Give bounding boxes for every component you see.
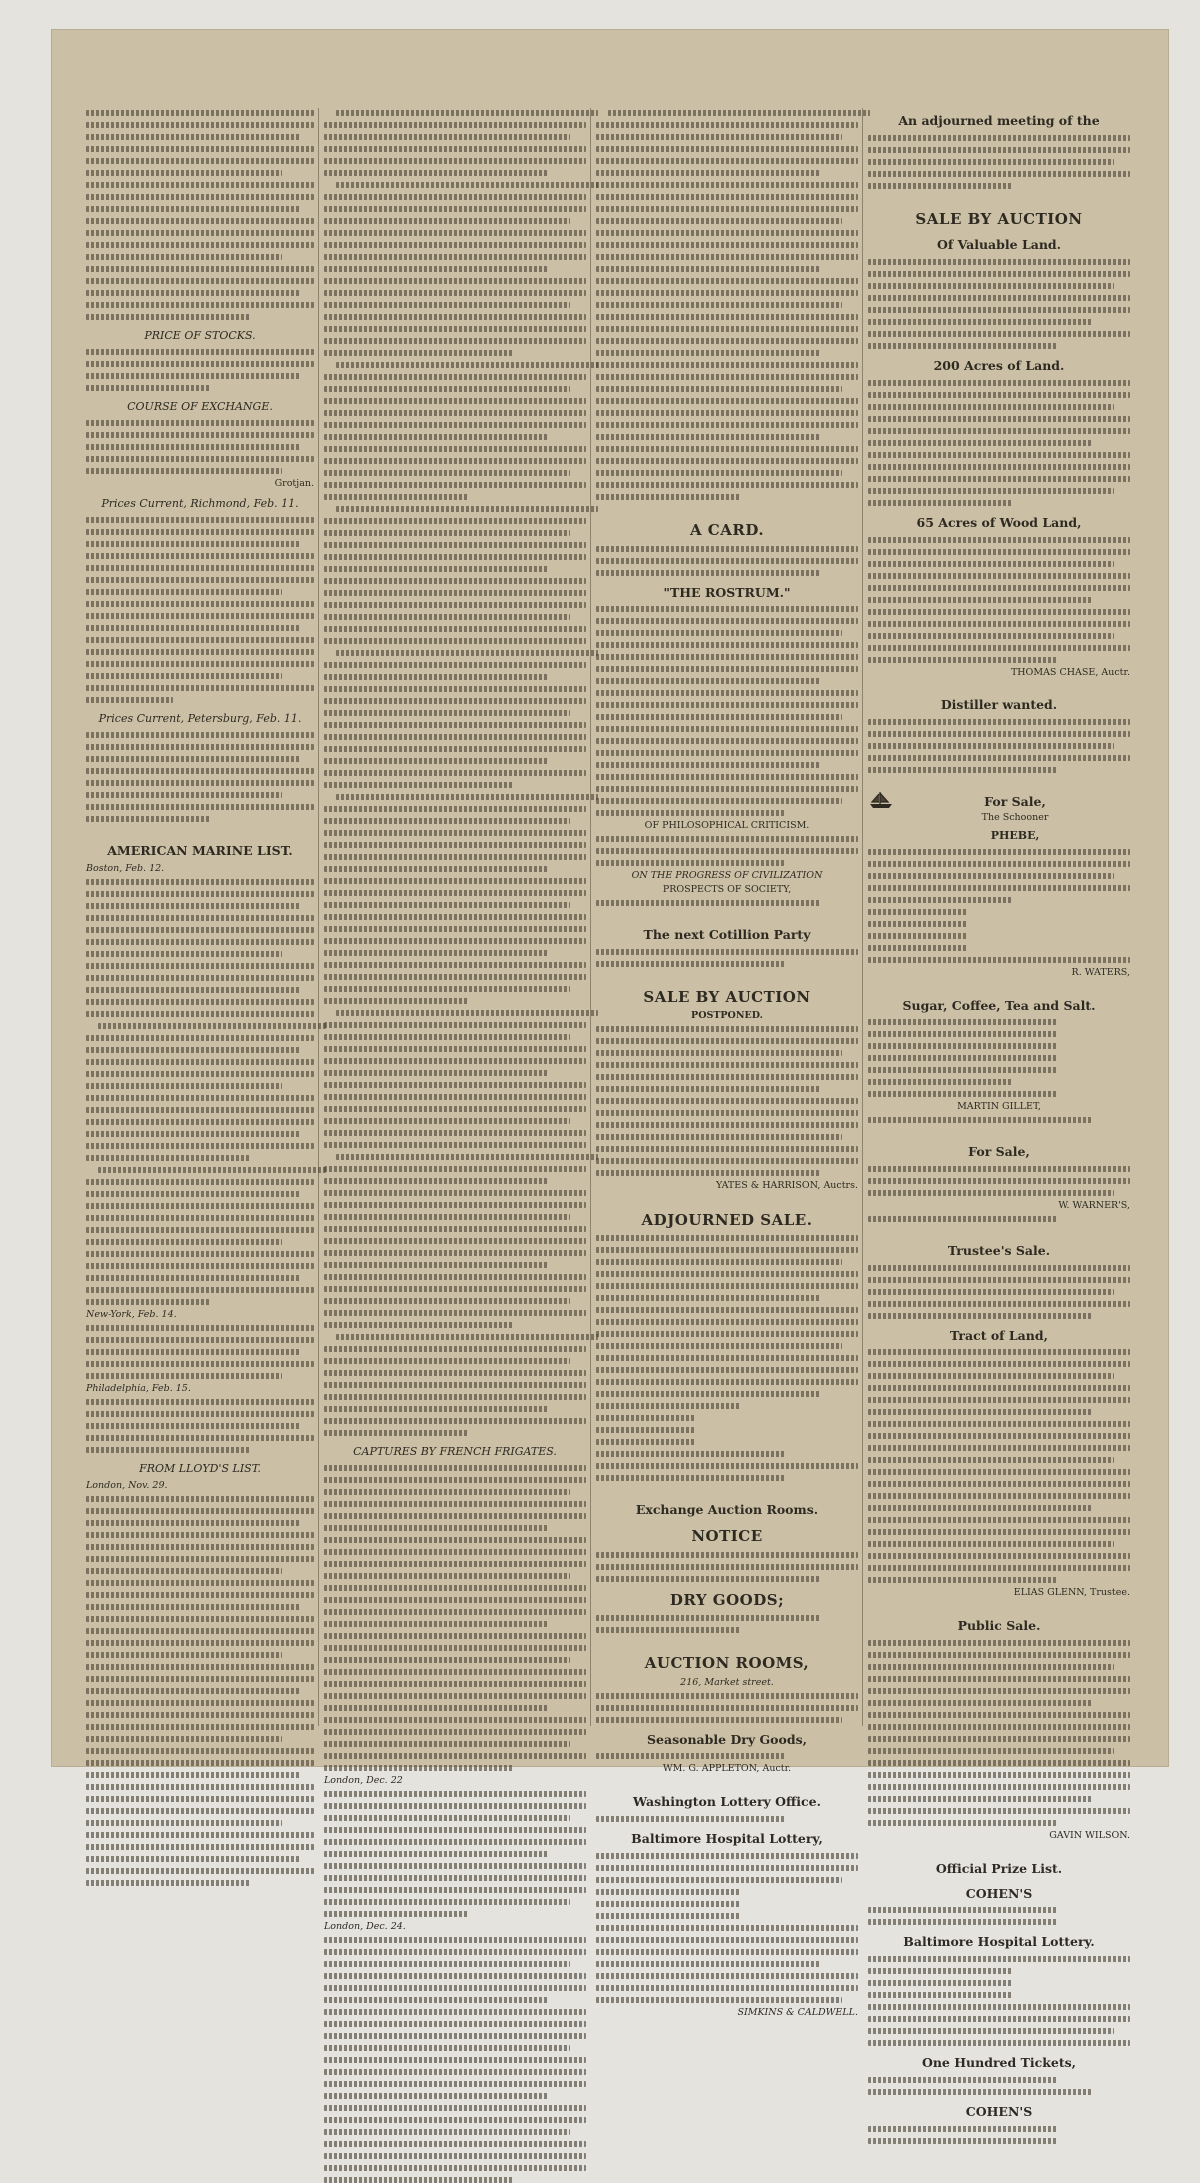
- dry-goods-heading: DRY GOODS;: [669, 1590, 785, 1609]
- for-sale-heading: For Sale,: [984, 794, 1046, 810]
- ship-icon: [868, 791, 894, 809]
- criticism-line: OF PHILOSOPHICAL CRITICISM.: [644, 820, 810, 832]
- adjourned-sale-heading: ADJOURNED SALE.: [641, 1210, 813, 1229]
- hospital-lottery-heading: Baltimore Hospital Lottery.: [903, 1934, 1095, 1950]
- seasonable-goods: Seasonable Dry Goods,: [647, 1731, 807, 1747]
- column-4: [868, 108, 1130, 2119]
- card-heading: A CARD.: [689, 521, 765, 539]
- column-1: [86, 108, 314, 1726]
- ship-advert: [868, 789, 1130, 845]
- warner-name: W. WARNER'S,: [1058, 1200, 1130, 1212]
- london-dateline: London, Nov. 29.: [86, 1479, 168, 1491]
- column-rule: [590, 108, 591, 1726]
- hundred-tickets-heading: One Hundred Tickets,: [921, 2055, 1077, 2071]
- waters-name: R. WATERS,: [1071, 966, 1130, 978]
- column-rule: [862, 108, 863, 1726]
- yates-harrison: YATES & HARRISON, Auctrs.: [716, 1180, 858, 1191]
- philadelphia-dateline: Philadelphia, Feb. 15.: [86, 1382, 191, 1394]
- prize-list-heading: Official Prize List.: [935, 1860, 1063, 1876]
- appleton-auctr: WM. G. APPLETON, Auctr.: [662, 1763, 792, 1775]
- cohens-heading: COHEN'S: [965, 1885, 1033, 1901]
- market-street: 216, Market street.: [680, 1676, 774, 1688]
- distiller-heading: Distiller wanted.: [940, 697, 1058, 713]
- chase-auctr: THOMAS CHASE, Auctr.: [1010, 666, 1130, 678]
- public-sale-heading: Public Sale.: [957, 1618, 1041, 1634]
- rostrum-heading: "THE ROSTRUM.": [663, 584, 791, 600]
- prospects-line: PROSPECTS OF SOCIETY,: [662, 884, 792, 895]
- trustees-sale-heading: Trustee's Sale.: [947, 1242, 1051, 1258]
- newspaper-page: [52, 30, 1168, 2119]
- london-dateline-dec22: London, Dec. 22: [324, 1775, 403, 1787]
- marine-list-heading: AMERICAN MARINE LIST.: [107, 843, 293, 859]
- sale-auction-heading: SALE BY AUCTION: [915, 209, 1083, 228]
- civilization-line: ON THE PROGRESS OF CIVILIZATION: [631, 870, 823, 882]
- tract-heading: Tract of Land,: [950, 1327, 1048, 1343]
- washington-office-heading: Washington Lottery Office.: [633, 1794, 821, 1810]
- acres-200-heading: 200 Acres of Land.: [933, 358, 1065, 373]
- signature: Grotjan.: [274, 478, 314, 490]
- valuable-land-heading: Of Valuable Land.: [936, 237, 1062, 253]
- phebe-line: PHEBE,: [990, 828, 1040, 842]
- gillet-name: MARTIN GILLET,: [957, 1101, 1041, 1113]
- lloyds-heading: FROM LLOYD'S LIST.: [139, 1461, 261, 1475]
- prices-richmond: Prices Current, Richmond, Feb. 11.: [101, 497, 299, 511]
- column-2: [324, 108, 586, 1932]
- adjourned-meeting-heading: An adjourned meeting of the: [898, 113, 1100, 128]
- baltimore-lottery-heading: Baltimore Hospital Lottery,: [631, 1830, 823, 1846]
- exchange-rooms-heading: Exchange Auction Rooms.: [635, 1502, 819, 1518]
- column-3: [596, 108, 858, 2018]
- acres-65-heading: 65 Acres of Wood Land,: [916, 514, 1082, 530]
- for-sale-2-heading: For Sale,: [968, 1144, 1030, 1160]
- wilson-name: GAVIN WILSON.: [1049, 1830, 1130, 1842]
- postponed-line: POSTPONED.: [691, 1010, 763, 1022]
- london-dateline-dec24: London, Dec. 24.: [324, 1920, 406, 1932]
- prices-petersburg: Prices Current, Petersburg, Feb. 11.: [98, 712, 302, 726]
- sale-postponed-heading: SALE BY AUCTION: [643, 987, 811, 1006]
- newyork-dateline: New-York, Feb. 14.: [86, 1308, 177, 1320]
- captures-heading: CAPTURES BY FRENCH FRIGATES.: [353, 1445, 557, 1458]
- cotillion-heading: The next Cotillion Party: [643, 926, 811, 942]
- schooner-line: The Schooner: [981, 811, 1049, 823]
- stocks-heading: PRICE OF STOCKS.: [144, 329, 256, 342]
- glenn-trustee: ELIAS GLENN, Trustee.: [1013, 1587, 1130, 1599]
- column-rule: [318, 108, 319, 1726]
- notice-heading: NOTICE: [691, 1527, 763, 1546]
- simkins-caldwell: SIMKINS & CALDWELL.: [737, 2006, 858, 2018]
- auction-rooms-heading: AUCTION ROOMS,: [644, 1654, 810, 1673]
- sugar-heading: Sugar, Coffee, Tea and Salt.: [902, 997, 1096, 1013]
- boston-dateline: Boston, Feb. 12.: [86, 863, 165, 874]
- cohens-2-heading: COHEN'S: [965, 2103, 1033, 2119]
- exchange-heading: COURSE OF EXCHANGE.: [127, 400, 273, 414]
